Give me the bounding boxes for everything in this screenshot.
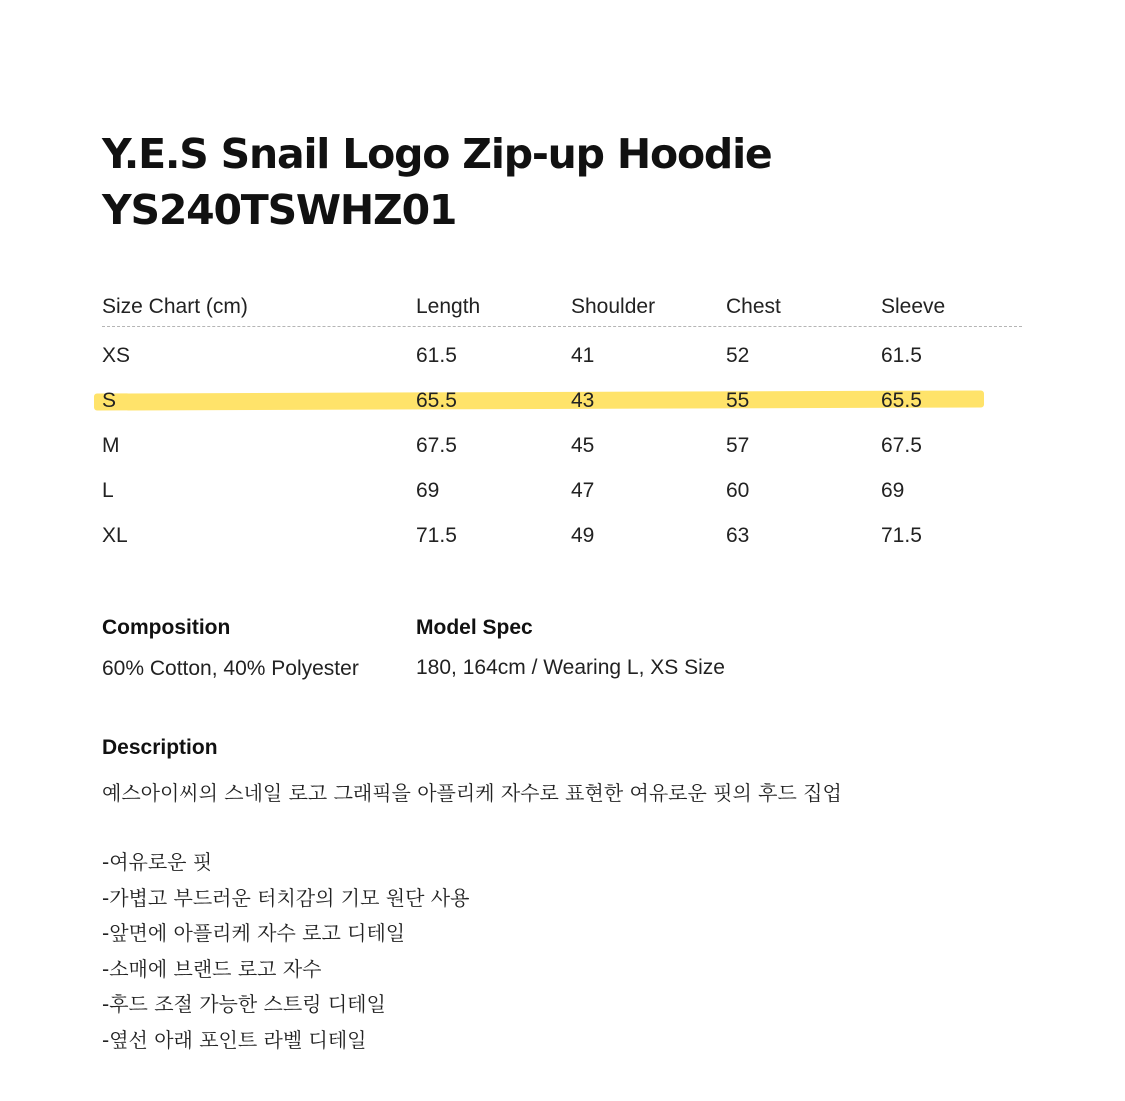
model-spec-label: Model Spec bbox=[416, 616, 533, 639]
size-label: S bbox=[102, 389, 117, 412]
size-row-xs bbox=[102, 333, 1022, 378]
header-shoulder: Shoulder bbox=[571, 295, 656, 318]
feature-item: -후드 조절 가능한 스트링 디테일 bbox=[102, 992, 386, 1016]
length-value: 65.5 bbox=[416, 389, 457, 412]
header-sleeve: Sleeve bbox=[881, 295, 946, 318]
header-size-chart: Size Chart (cm) bbox=[102, 295, 248, 318]
sleeve-value: 65.5 bbox=[881, 389, 922, 412]
shoulder-value: 47 bbox=[571, 479, 595, 502]
length-value: 71.5 bbox=[416, 524, 457, 547]
feature-item: -소매에 브랜드 로고 자수 bbox=[102, 956, 322, 981]
product-name: Y.E.S Snail Logo Zip-up Hoodie bbox=[102, 130, 772, 178]
composition-label: Composition bbox=[102, 616, 231, 639]
feature-item: -옆선 아래 포인트 라벨 디테일 bbox=[102, 1027, 367, 1052]
length-value: 69 bbox=[416, 479, 440, 502]
chest-value: 52 bbox=[726, 344, 750, 367]
feature-list bbox=[102, 845, 469, 1058]
size-row-m bbox=[102, 423, 1022, 468]
description-label: Description bbox=[102, 736, 218, 759]
size-row-s-highlighted bbox=[102, 378, 1022, 423]
shoulder-value: 45 bbox=[571, 434, 595, 457]
shoulder-value: 43 bbox=[571, 389, 595, 412]
description-summary: 예스아이씨의 스네일 로고 그래픽을 아플리케 자수로 표현한 여유로운 핏의 후드 집업 bbox=[102, 781, 842, 805]
shoulder-value: 41 bbox=[571, 344, 595, 367]
shoulder-value: 49 bbox=[571, 524, 595, 547]
sleeve-value: 71.5 bbox=[881, 524, 922, 547]
chest-value: 55 bbox=[726, 389, 750, 412]
feature-item: -여유로운 핏 bbox=[102, 850, 213, 874]
length-value: 61.5 bbox=[416, 344, 457, 367]
size-row-l bbox=[102, 468, 1022, 513]
header-length: Length bbox=[416, 295, 481, 318]
size-label: XS bbox=[102, 344, 131, 367]
chest-value: 63 bbox=[726, 524, 750, 547]
product-title bbox=[102, 126, 772, 238]
feature-item: -가볍고 부드러운 터치감의 기모 원단 사용 bbox=[102, 885, 470, 910]
sleeve-value: 67.5 bbox=[881, 434, 922, 457]
sleeve-value: 61.5 bbox=[881, 344, 922, 367]
size-chart-table bbox=[102, 290, 1022, 558]
length-value: 67.5 bbox=[416, 434, 457, 457]
size-chart-header-row bbox=[102, 290, 1022, 327]
composition-value: 60% Cotton, 40% Polyester bbox=[102, 657, 359, 680]
size-label: XL bbox=[102, 524, 128, 547]
size-label: M bbox=[102, 434, 120, 457]
chest-value: 60 bbox=[726, 479, 750, 502]
size-row-xl bbox=[102, 513, 1022, 558]
model-spec-value: 180, 164cm / Wearing L, XS Size bbox=[416, 656, 725, 679]
chest-value: 57 bbox=[726, 434, 750, 457]
header-chest: Chest bbox=[726, 295, 781, 318]
size-label: L bbox=[102, 479, 114, 502]
feature-item: -앞면에 아플리케 자수 로고 디테일 bbox=[102, 921, 406, 945]
highlight-marker bbox=[94, 390, 984, 410]
sleeve-value: 69 bbox=[881, 479, 905, 502]
product-code: YS240TSWHZ01 bbox=[102, 186, 457, 234]
